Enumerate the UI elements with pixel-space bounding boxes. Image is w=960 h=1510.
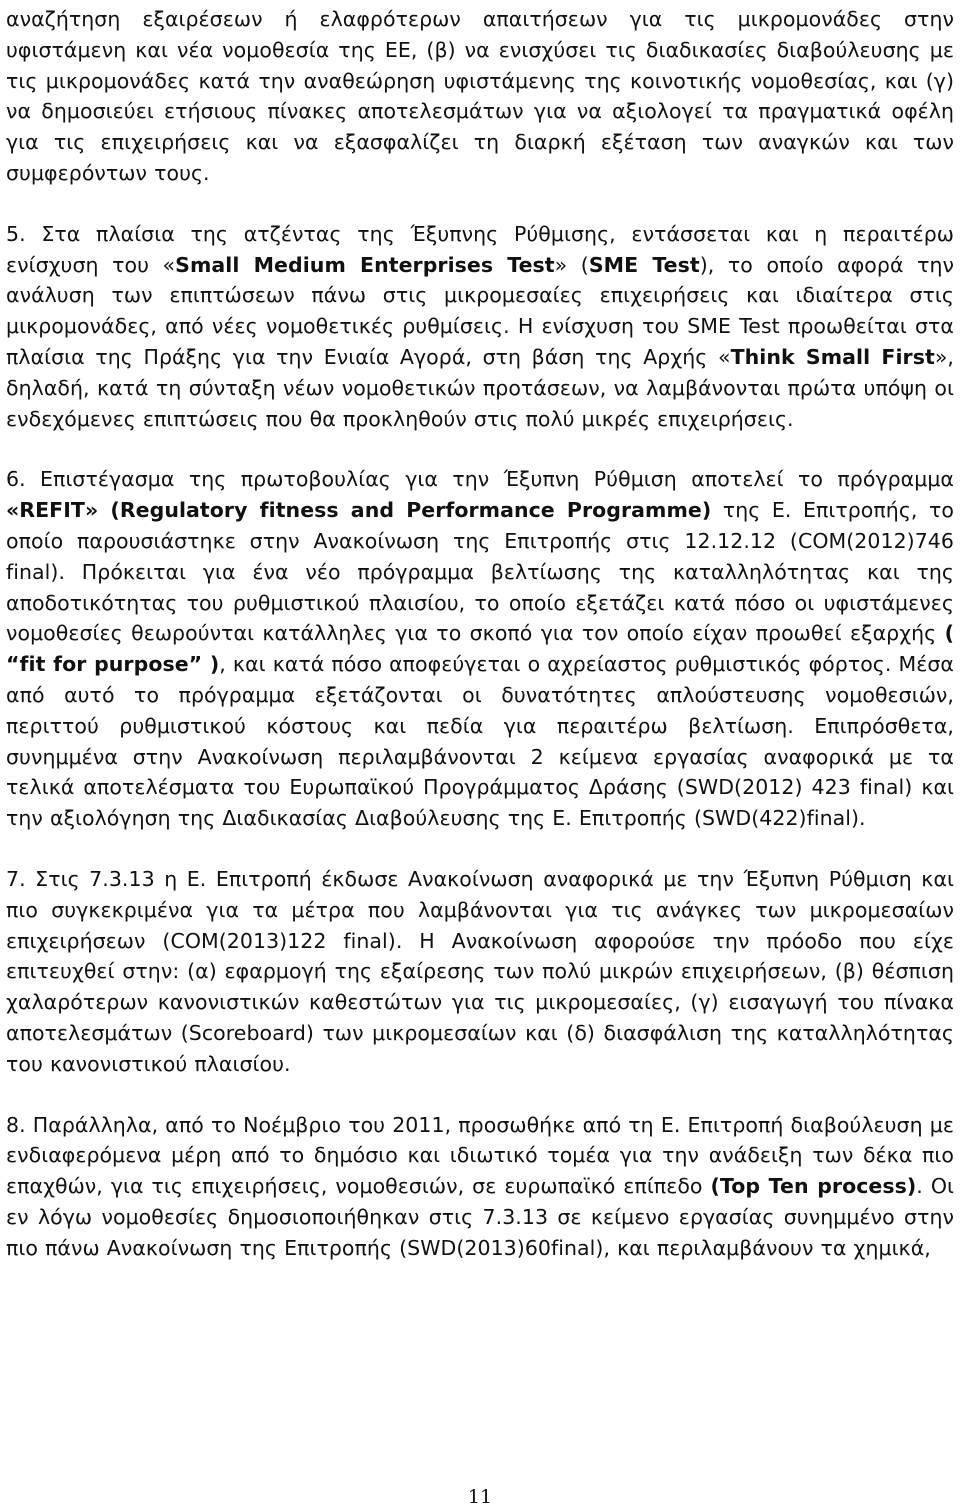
text-run: », δηλαδή, κατά τη σύνταξη νέων νομοθετικών προτάσεων, να λαμβάνονται πρώτα υπόψη οι ενδεχόμενες επιπτώσεις που θα προκληθούν στις πολύ μικρές επιχειρήσεις.	[6, 344, 954, 431]
text-run: 5. Στα πλαίσια της ατζέντας της Έξυπνης Ρύθμισης, εντάσσεται και η περαιτέρω ενίσχυση του «	[6, 221, 954, 277]
text-run: αναζήτηση εξαιρέσεων ή ελαφρότερων απαιτήσεων για τις μικρομονάδες στην υφιστάμενη και νέα νομοθεσία της ΕΕ, (β) να ενισχύσει τις διαδικασίες διαβούλευσης με τις μικρομονάδες κατά την αναθεώρηση υφιστάμενης της κοινοτικής νομοθεσίας, και (γ) να δημοσιεύει ετήσιους πίνακες αποτελεσμάτων για να αξιολογεί τα πραγματικά οφέλη για τις επιχειρήσεις και να εξασφαλίζει τη διαρκή εξέταση των αναγκών και των συμφερόντων τους.	[6, 7, 954, 185]
bold-term-sme-full: Small Medium Enterprises Test	[175, 252, 555, 277]
paragraph-6	[6, 464, 954, 834]
text-run: » (	[554, 252, 589, 277]
bold-term-fit-for-purpose: ( “fit for purpose” )	[6, 621, 954, 677]
text-run: . Οι εν λόγω νομοθεσίες δημοσιοποιήθηκαν στις 7.3.13 σε κείμενο εργασίας συνημμένο στην πιο πάνω Ανακοίνωση της Επιτροπής (SWD(2013)60final), και περιλαμβάνουν τα χημικά,	[6, 1174, 955, 1260]
text-run: 7. Στις 7.3.13 η Ε. Επιτροπή έκδωσε Ανακοίνωση αναφορικά με την Έξυπνη Ρύθμιση και πιο συγκεκριμένα για τα μέτρα που λαμβάνονται για τις ανάγκες των μικρομεσαίων επιχειρήσεων (COM(2013)122 final). Η Ανακοίνωση αφορούσε την πρόοδο που είχε επιτευχθεί στην: (α) εφαρμογή της εξαίρεσης των πολύ μικρών επιχειρήσεων, (β) θέσπιση χαλαρότερων κανονιστικών καθεστώτων για τις μικρομεσαίες, (γ) εισαγωγή του πίνακα αποτελεσμάτων (Scoreboard) των μικρομεσαίων και (δ) διασφάλιση της καταλληλότητας του κανονιστικού πλαισίου.	[6, 866, 954, 1076]
text-run: της Ε. Επιτροπής, το οποίο παρουσιάστηκε στην Ανακοίνωση της Επιτροπής στις 12.12.12 (COM(2012)746 final). Πρόκειται για ένα νέο πρόγραμμα βελτίωσης της καταλληλότητας και της αποδοτικότητας του ρυθμιστικού πλαισίου, το οποίο εξετάζει κατά πόσο οι υφιστάμενες νομοθεσίες θεωρούνται κατάλληλες για το σκοπό για τον οποίο είχαν προωθεί εξαρχής	[6, 498, 955, 646]
paragraph-8	[6, 1110, 954, 1264]
bold-term-sme-test: SME Test	[588, 252, 700, 277]
paragraph-7	[6, 864, 954, 1080]
text-run: ), το οποίο αφορά την ανάλυση των επιπτώσεων πάνω στις μικρομεσαίες επιχειρήσεις και ιδιαίτερα στις μικρομονάδες, από νέες νομοθετικές ρυθμίσεις. Η ενίσχυση του SME Test προωθείται στα πλαίσια της Πράξης για την Ενιαία Αγορά, στη βάση της Αρχής «	[6, 252, 955, 369]
paragraph-4-continuation	[6, 4, 954, 189]
text-run: , και κατά πόσο αποφεύγεται ο αχρείαστος ρυθμιστικός φόρτος. Μέσα από αυτό το πρόγραμμα εξετάζονται οι δυνατότητες απλούστευσης νομοθεσιών, περιττού ρυθμιστικού κόστους και πεδία για περαιτέρω βελτίωση. Επιπρόσθετα, συνημμένα στην Ανακοίνωση περιλαμβάνονται 2 κείμενα εργασίας αναφορικά με τα τελικά αποτελέσματα του Ευρωπαϊκού Προγράμματος Δράσης (SWD(2012) 423 final) και την αξιολόγηση της Διαδικασίας Διαβούλευσης της Ε. Επιτροπής (SWD(422)final).	[6, 652, 954, 831]
page-number: 11	[467, 1486, 493, 1508]
bold-term-think-small-first: Think Small First	[730, 344, 935, 369]
bold-term-top-ten-process: (Top Ten process)	[710, 1174, 917, 1199]
document-body	[6, 4, 954, 1263]
text-run: 6. Επιστέγασμα της πρωτοβουλίας για την Έξυπνη Ρύθμιση αποτελεί το πρόγραμμα	[6, 467, 954, 492]
text-run: 8. Παράλληλα, από το Νοέμβριο του 2011, προσωθήκε από τη Ε. Επιτροπή διαβούλευση με ενδιαφερόμενα μέρη από το δημόσιο και ιδιωτικό τομέα για την ανάδειξη των δέκα πιο επαχθών, για τις επιχειρήσεις, νομοθεσιών, σε ευρωπαϊκό επίπεδο	[6, 1112, 954, 1199]
bold-term-refit: «REFIT» (Regulatory fitness and Performance Programme)	[6, 498, 712, 523]
paragraph-5	[6, 219, 954, 435]
